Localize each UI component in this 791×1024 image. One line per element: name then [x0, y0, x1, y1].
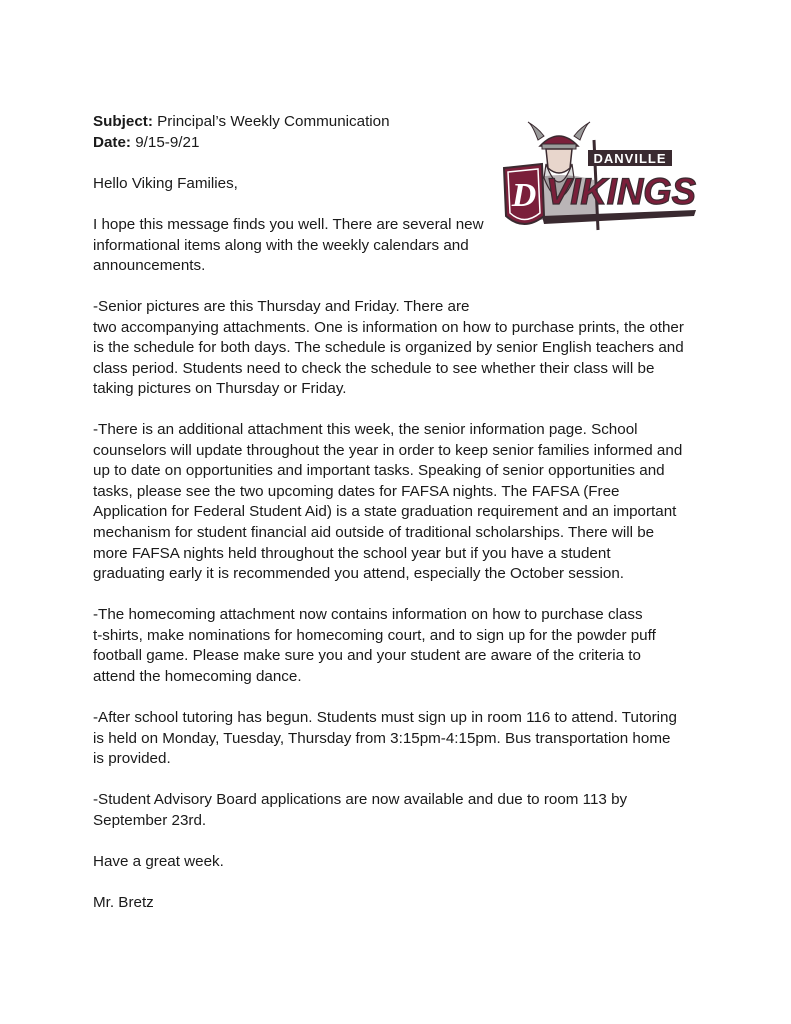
signature: Mr. Bretz — [93, 894, 154, 911]
greeting: Hello Viking Families, — [93, 175, 238, 192]
tutoring-paragraph: -After school tutoring has begun. Students must sign up in room 116 to attend. Tutoring is held on Monday, Tuesday, Thursday from 3:15pm-4:15pm. Bus transportation home is provided. — [93, 709, 677, 768]
date-label: Date: — [93, 133, 131, 151]
date-value: 9/15-9/21 — [135, 133, 200, 151]
closing: Have a great week. — [93, 853, 224, 870]
subject-value: Principal’s Weekly Communication — [157, 113, 390, 130]
senior-info-paragraph: -There is an additional attachment this week, the senior information page. School counselors will update throughout the year in order to keep senior families informed and up to date on opportunities and important tasks. Speaking of senior opportunities and tasks, please see the two upcoming dates for FAFSA nights. The FAFSA (Free Application for Federal Student Aid) is a state graduation requirement and an important mechanism for student financial aid outside of traditional scholarships. There will be more FAFSA nights held throughout the school year but if you have a student graduating early it is recommended you attend, especially the October session. — [93, 421, 683, 583]
logo-letter: D — [511, 177, 537, 214]
homecoming-paragraph: -The homecoming attachment now contains information on how to purchase class t-shirts, make nominations for homecoming court, and to sign up for the powder puff football game. Please make sure you and your student are aware of the criteria to attend the homecoming dance. — [93, 606, 656, 685]
advisory-paragraph: -Student Advisory Board applications are now available and due to room 113 by September 23rd. — [93, 791, 628, 829]
logo-top-text: DANVILLE — [593, 151, 667, 166]
senior-pictures-paragraph: -Senior pictures are this Thursday and Friday. There are two accompanying attachments. One is information on how to purchase prints, the other is the schedule for both days. The schedule is organized by senior English teachers and class period. Students need to check the schedule to see whether their class will be taking pictures on Thursday or Friday. — [93, 298, 684, 398]
danville-vikings-logo — [498, 120, 702, 240]
subject-label: Subject: — [93, 113, 153, 130]
intro-paragraph: I hope this message finds you well. There are several new informational items along with the weekly calendars and announcements. — [93, 216, 484, 275]
logo-main-text: VIKINGS — [546, 171, 697, 212]
